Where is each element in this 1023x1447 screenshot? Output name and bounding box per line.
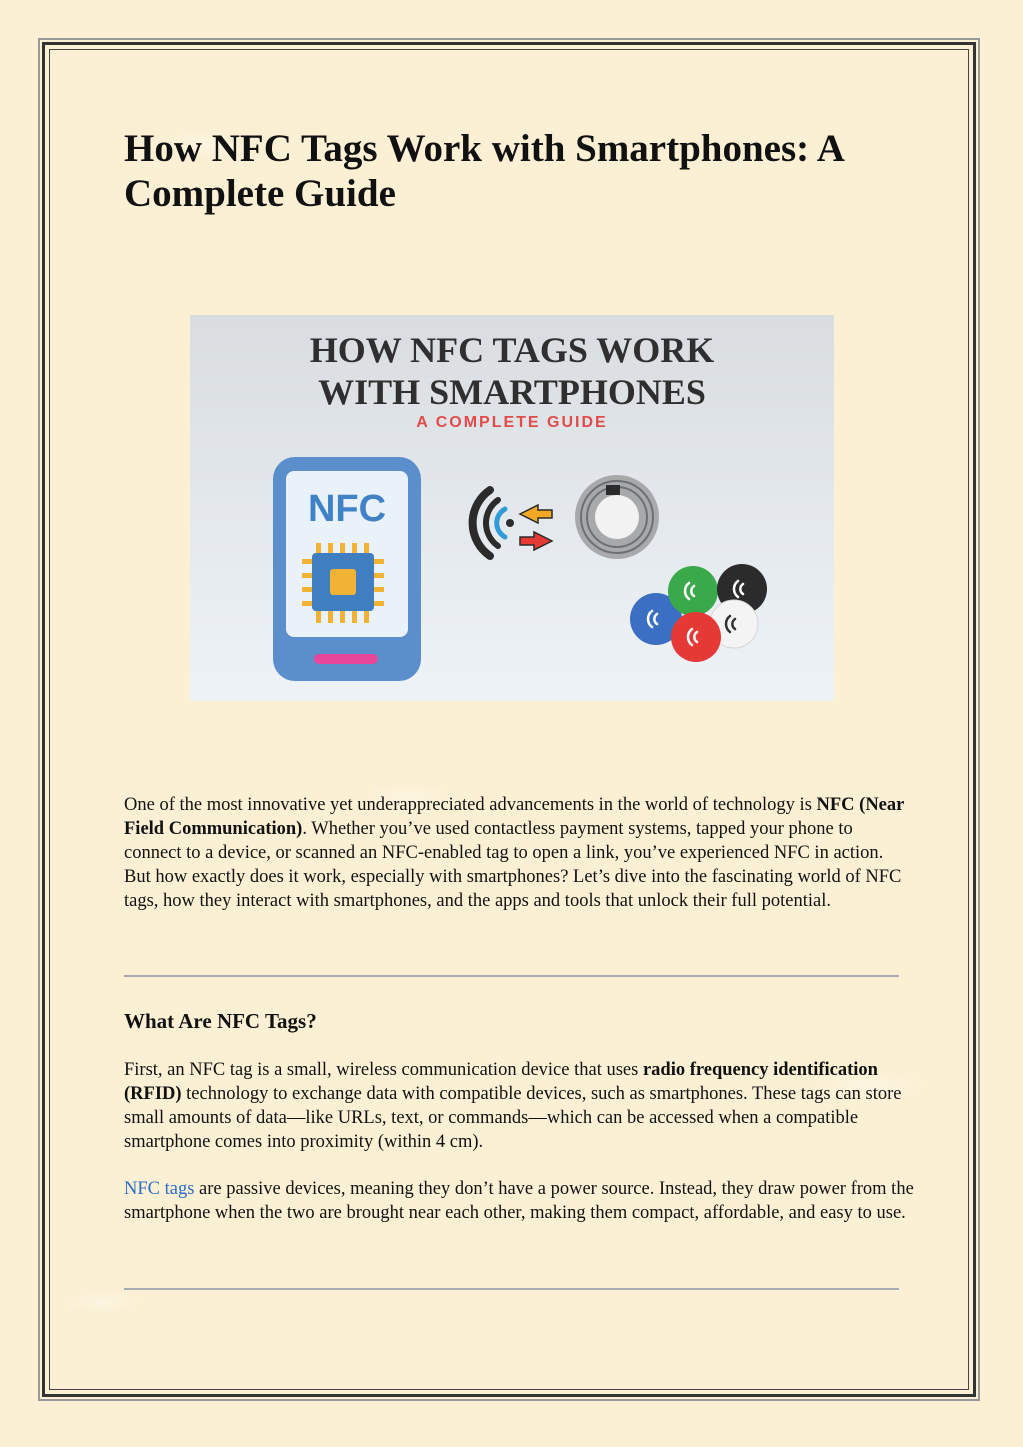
phone-nfc-label: NFC bbox=[307, 488, 387, 530]
intro-bold-nfc: NFC (Near Field Communication) bbox=[124, 795, 905, 839]
section-p2-text-1: are passive devices, meaning they don’t have a power source. Instead, they draw power from the smartphone when the two are brought near each other, making them compact, affordable, and easy to use. bbox=[124, 1179, 914, 1223]
section-p1-text-1: First, an NFC tag is a small, wireless communication device that uses bbox=[124, 1060, 643, 1080]
intro-paragraph bbox=[124, 793, 914, 913]
divider-1 bbox=[124, 975, 899, 977]
hero-image bbox=[190, 315, 834, 701]
nfc-sticker-icon bbox=[575, 475, 659, 559]
hero-heading-line2: WITH SMARTPHONES bbox=[318, 372, 706, 412]
intro-text-2: . Whether you’ve used contactless payment systems, tapped your phone to connect to a device, or scanned an NFC-enabled tag to open a link, you’ve experienced NFC in action. But how exactly does it work, especially with smartphones? Let’s dive into the fascinating world of NFC tags, how they interact with smartphones, and the apps and tools that unlock their full potential. bbox=[124, 819, 902, 911]
divider-2 bbox=[124, 1288, 899, 1290]
hero-heading-line1: HOW NFC TAGS WORK bbox=[309, 330, 715, 370]
section-p1-bold-rfid: radio frequency identification (RFID) bbox=[124, 1060, 878, 1104]
nfc-tags-link[interactable]: NFC tags bbox=[124, 1179, 195, 1199]
smartphone-icon bbox=[273, 457, 421, 681]
section-paragraph-1 bbox=[124, 1058, 914, 1154]
intro-text-1: One of the most innovative yet underappreciated advancements in the world of technology is bbox=[124, 795, 817, 815]
section-heading: What Are NFC Tags? bbox=[124, 1009, 317, 1033]
section-p1-text-2: technology to exchange data with compatible devices, such as smartphones. These tags can store small amounts of data—like URLs, text, or commands—which can be accessed when a compatible smartphone comes into proximity (within 4 cm). bbox=[124, 1084, 902, 1152]
hero-subheading: A COMPLETE GUIDE bbox=[416, 414, 608, 431]
section-paragraph-2 bbox=[124, 1177, 914, 1225]
page-title: How NFC Tags Work with Smartphones: A Complete Guide bbox=[124, 127, 843, 215]
